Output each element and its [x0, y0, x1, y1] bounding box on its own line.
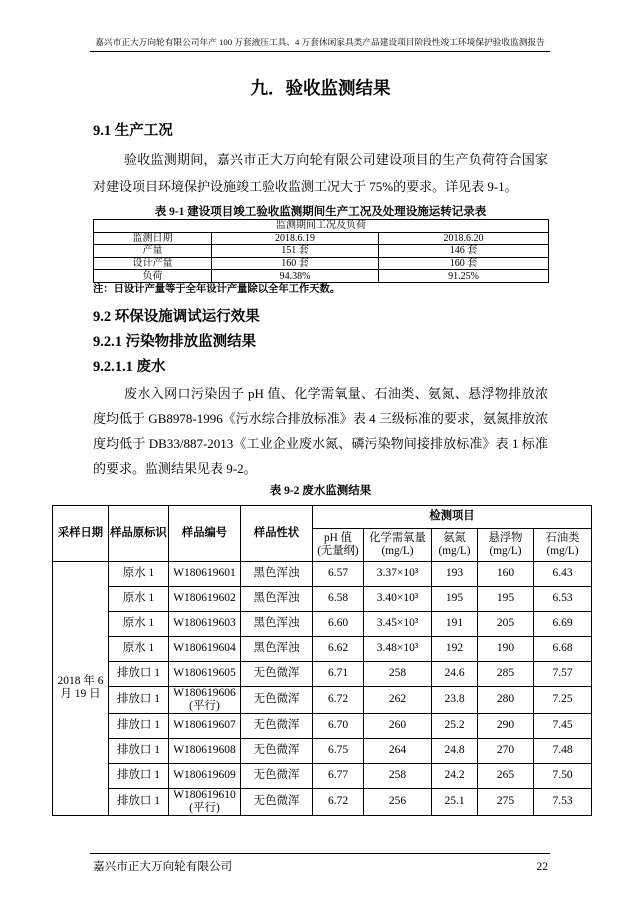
sample-label-cell: 排放口 1: [109, 788, 169, 815]
table-row: [53, 561, 592, 586]
column-header-sample-label: 样品原标识: [109, 505, 169, 561]
value-cell: 94.38%: [212, 270, 379, 283]
sample-appearance-cell: 黑色浑浊: [241, 611, 313, 636]
sample-appearance-cell: 无色微浑: [241, 713, 313, 738]
table-row: [94, 232, 549, 245]
suspended-solids-value-cell: 280: [478, 686, 534, 713]
section-heading-9-2: 9.2 环保设施调试运行效果: [93, 308, 260, 325]
row-label-cell: 监测日期: [94, 232, 212, 245]
page-content: [57, 73, 580, 816]
ph-value-cell: 6.77: [313, 763, 364, 788]
petroleum-value-cell: 6.53: [534, 586, 592, 611]
column-header-suspended-solids: [478, 528, 534, 561]
petroleum-value-cell: 7.45: [534, 713, 592, 738]
value-cell: 146 套: [379, 245, 549, 258]
ammonia-nitrogen-value-cell: 193: [432, 561, 478, 586]
column-header-sampling-date: 采样日期: [53, 505, 109, 561]
sampling-date-cell: 2018 年 6 月 19 日: [53, 561, 109, 815]
sample-appearance-cell: 无色微浑: [241, 763, 313, 788]
item-name: 悬浮物: [488, 531, 523, 544]
table-row: [94, 270, 549, 283]
suspended-solids-value-cell: 190: [478, 636, 534, 661]
ammonia-nitrogen-value-cell: 24.2: [432, 763, 478, 788]
sample-appearance-cell: 黑色浑浊: [241, 586, 313, 611]
ammonia-nitrogen-value-cell: 195: [432, 586, 478, 611]
footer-company-name: 嘉兴市正大万向轮有限公司: [93, 860, 233, 873]
petroleum-value-cell: 6.43: [534, 561, 592, 586]
page-number: 22: [536, 860, 548, 873]
sample-number-cell: W180619609: [169, 763, 241, 788]
table-row: [53, 661, 592, 686]
cod-value-cell: 262: [364, 686, 432, 713]
section-heading-9-2-1-1: 9.2.1.1 废水: [93, 358, 166, 375]
sample-appearance-cell: 黑色浑浊: [241, 636, 313, 661]
sample-number: W180619606: [173, 686, 236, 699]
sample-label-cell: 原水 1: [109, 586, 169, 611]
sample-appearance-cell: 无色微浑: [241, 661, 313, 686]
ph-value-cell: 6.62: [313, 636, 364, 661]
table-row: [94, 220, 549, 233]
production-conditions-table: [93, 219, 549, 283]
sample-number-cell: W180619601: [169, 561, 241, 586]
ph-value-cell: 6.57: [313, 561, 364, 586]
petroleum-value-cell: 7.25: [534, 686, 592, 713]
item-unit: (无量纲): [317, 544, 359, 557]
ph-value-cell: 6.72: [313, 686, 364, 713]
cod-value-cell: 260: [364, 713, 432, 738]
ph-value-cell: 6.72: [313, 788, 364, 815]
row-label-cell: 产量: [94, 245, 212, 258]
cod-value-cell: 3.37×10³: [364, 561, 432, 586]
running-header: [90, 34, 550, 52]
sample-number-cell: W180619605: [169, 661, 241, 686]
table-row: [53, 713, 592, 738]
sample-number-cell: W180619608: [169, 738, 241, 763]
wastewater-results-table: [52, 505, 592, 816]
sample-appearance-cell: 黑色浑浊: [241, 561, 313, 586]
sample-number-cell: W180619607: [169, 713, 241, 738]
sample-label-cell: 原水 1: [109, 561, 169, 586]
table-9-1-caption: 表 9-1 建设项目竣工验收监测期间生产工况及处理设施运转记录表: [154, 206, 487, 218]
item-unit: (mg/L): [381, 544, 414, 557]
ammonia-nitrogen-value-cell: 191: [432, 611, 478, 636]
ammonia-nitrogen-value-cell: 25.1: [432, 788, 478, 815]
ph-value-cell: 6.58: [313, 586, 364, 611]
suspended-solids-value-cell: 275: [478, 788, 534, 815]
sample-number-cell: [169, 788, 241, 815]
value-cell: 160 套: [379, 257, 549, 270]
sample-label-cell: 原水 1: [109, 611, 169, 636]
sample-number-cell: W180619602: [169, 586, 241, 611]
wastewater-paragraph: 废水入网口污染因子 pH 值、化学需氧量、石油类、氨氮、悬浮物排放浓度均低于 GB8978-1996《污水综合排放标准》表 4 三级标准的要求，氨氮排放浓度均低于 DB33/887-2013《工业企业废水氮、磷污染物间接排放标准》表 1 标准的要求。监测结果见表 9-2。: [93, 385, 548, 476]
cod-value-cell: 258: [364, 661, 432, 686]
cod-value-cell: 3.48×10³: [364, 636, 432, 661]
column-header-ph: [313, 528, 364, 561]
group-header-cell: 监测期间工况及负荷: [94, 220, 549, 233]
suspended-solids-value-cell: 195: [478, 586, 534, 611]
chapter-title: 九．验收监测结果: [250, 78, 391, 98]
table-row: [94, 257, 549, 270]
column-header-ammonia-nitrogen: [432, 528, 478, 561]
column-header-cod: [364, 528, 432, 561]
petroleum-value-cell: 6.69: [534, 611, 592, 636]
table-row: [53, 611, 592, 636]
suspended-solids-value-cell: 270: [478, 738, 534, 763]
column-header-sample-appearance: 样品性状: [241, 505, 313, 561]
row-label-cell: 设计产量: [94, 257, 212, 270]
suspended-solids-value-cell: 290: [478, 713, 534, 738]
value-cell: 2018.6.20: [379, 232, 549, 245]
petroleum-value-cell: 7.50: [534, 763, 592, 788]
table-row: [53, 586, 592, 611]
ammonia-nitrogen-value-cell: 24.8: [432, 738, 478, 763]
ph-value-cell: 6.71: [313, 661, 364, 686]
sample-appearance-cell: 无色微浑: [241, 788, 313, 815]
sample-number-cell: [169, 686, 241, 713]
column-header-sample-number: 样品编号: [169, 505, 241, 561]
petroleum-value-cell: 7.48: [534, 738, 592, 763]
petroleum-value-cell: 7.53: [534, 788, 592, 815]
suspended-solids-value-cell: 205: [478, 611, 534, 636]
sample-number-cell: W180619604: [169, 636, 241, 661]
table-row: [53, 788, 592, 815]
table-header-row: [53, 505, 592, 528]
column-header-test-items: 检测项目: [313, 505, 592, 528]
table-row: [53, 738, 592, 763]
petroleum-value-cell: 6.68: [534, 636, 592, 661]
ammonia-nitrogen-value-cell: 23.8: [432, 686, 478, 713]
sample-label-cell: 原水 1: [109, 636, 169, 661]
sample-label-cell: 排放口 1: [109, 738, 169, 763]
sample-number: W180619610: [173, 788, 236, 801]
row-label-cell: 负荷: [94, 270, 212, 283]
table-row: [94, 245, 549, 258]
suspended-solids-value-cell: 285: [478, 661, 534, 686]
cod-value-cell: 264: [364, 738, 432, 763]
sample-label-cell: 排放口 1: [109, 763, 169, 788]
sample-label-cell: 排放口 1: [109, 686, 169, 713]
ph-value-cell: 6.70: [313, 713, 364, 738]
cod-value-cell: 3.45×10³: [364, 611, 432, 636]
parallel-sample-note: (平行): [189, 699, 220, 712]
ph-value-cell: 6.60: [313, 611, 364, 636]
item-name: 石油类: [545, 531, 580, 544]
sample-label-cell: 排放口 1: [109, 713, 169, 738]
section-heading-9-1: 9.1 生产工况: [93, 123, 173, 139]
page-footer: [90, 853, 550, 880]
value-cell: 160 套: [212, 257, 379, 270]
sample-label-cell: 排放口 1: [109, 661, 169, 686]
sample-number-cell: W180619603: [169, 611, 241, 636]
value-cell: 151 套: [212, 245, 379, 258]
sample-appearance-cell: 无色微浑: [241, 738, 313, 763]
parallel-sample-note: (平行): [189, 801, 220, 814]
table-row: [53, 686, 592, 713]
value-cell: 91.25%: [379, 270, 549, 283]
item-name: pH 值: [324, 531, 352, 544]
section-heading-9-2-1: 9.2.1 污染物排放监测结果: [93, 333, 257, 350]
cod-value-cell: 258: [364, 763, 432, 788]
value-cell: 2018.6.19: [212, 232, 379, 245]
ammonia-nitrogen-value-cell: 192: [432, 636, 478, 661]
ammonia-nitrogen-value-cell: 24.6: [432, 661, 478, 686]
suspended-solids-value-cell: 265: [478, 763, 534, 788]
ammonia-nitrogen-value-cell: 25.2: [432, 713, 478, 738]
item-unit: (mg/L): [438, 544, 471, 557]
running-header-title: 嘉兴市正大万向轮有限公司年产 100 万套液压工具、4 万套休闲家具类产品建设项目阶段性竣工环境保护验收监测报告: [95, 37, 545, 47]
cod-value-cell: 3.40×10³: [364, 586, 432, 611]
table-9-1-note: 注：日设计产量等于全年设计产量除以全年工作天数。: [93, 283, 341, 295]
item-unit: (mg/L): [546, 544, 579, 557]
column-header-petroleum: [534, 528, 592, 561]
cod-value-cell: 256: [364, 788, 432, 815]
table-row: [53, 636, 592, 661]
table-row: [53, 763, 592, 788]
table-9-2-caption: 表 9-2 废水监测结果: [269, 484, 372, 497]
production-conditions-paragraph: 验收监测期间，嘉兴市正大万向轮有限公司建设项目的生产负荷符合国家对建设项目环境保护设施竣工验收监测工况大于 75%的要求。详见表 9-1。: [93, 152, 548, 194]
petroleum-value-cell: 7.57: [534, 661, 592, 686]
item-unit: (mg/L): [489, 544, 522, 557]
sample-appearance-cell: 无色微浑: [241, 686, 313, 713]
item-name: 化学需氧量: [369, 531, 426, 544]
item-name: 氨氮: [443, 531, 466, 544]
suspended-solids-value-cell: 160: [478, 561, 534, 586]
ph-value-cell: 6.75: [313, 738, 364, 763]
